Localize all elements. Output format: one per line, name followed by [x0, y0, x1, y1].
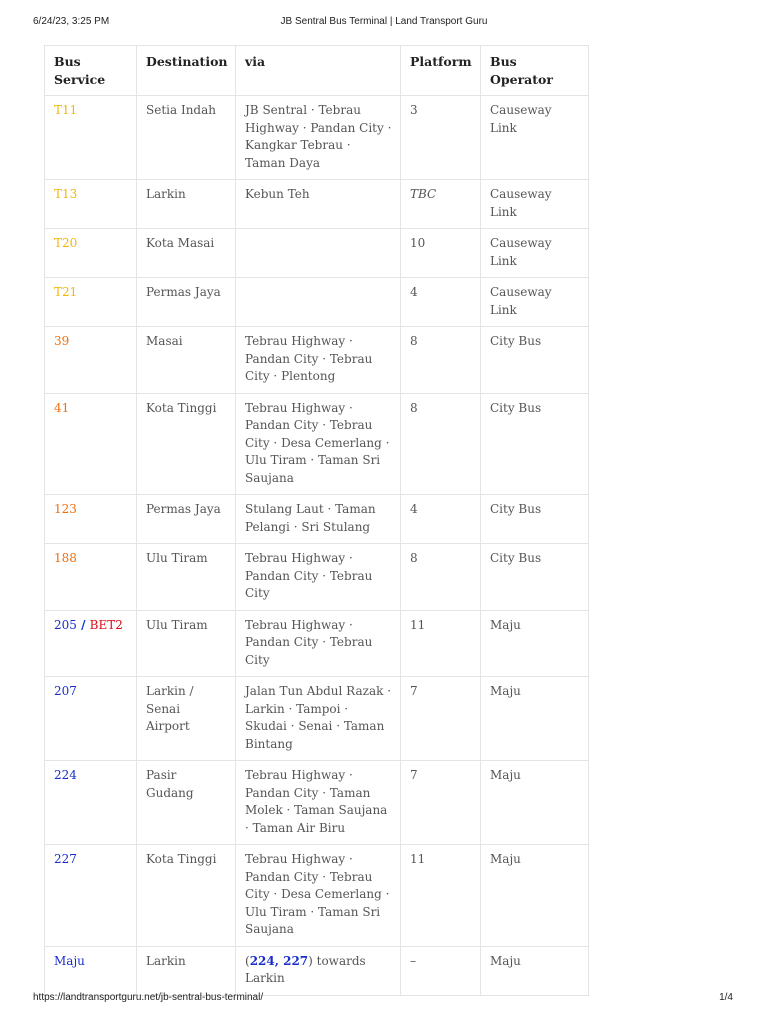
bus-service-number[interactable]: 207 [54, 684, 77, 698]
destination-cell: Masai [137, 327, 236, 394]
bus-service-number[interactable]: 224 [54, 768, 77, 782]
operator-cell: City Bus [481, 544, 589, 611]
destination-cell: Permas Jaya [137, 495, 236, 544]
destination-cell: Permas Jaya [137, 278, 236, 327]
table-row [45, 180, 589, 229]
table-row [45, 610, 589, 677]
platform-cell: 7 [401, 677, 481, 761]
bus-service-number[interactable]: Maju [54, 953, 85, 968]
bus-service-number[interactable]: BET2 [89, 617, 123, 632]
bus-service-number[interactable]: 205 [54, 617, 77, 632]
bus-service-cell [45, 327, 137, 394]
service-separator: / [76, 617, 90, 632]
table-row [45, 327, 589, 394]
platform-cell: 4 [401, 495, 481, 544]
bus-service-cell [45, 229, 137, 278]
bus-service-cell [45, 677, 137, 761]
table-row [45, 278, 589, 327]
bus-service-cell [45, 946, 137, 995]
via-text: ) towards Larkin [245, 953, 366, 985]
print-footer [33, 992, 735, 1008]
header-bus-operator: Bus Operator [481, 46, 589, 96]
table-row [45, 845, 589, 947]
table-row [45, 229, 589, 278]
via-text: ( [245, 953, 250, 968]
bus-service-cell [45, 761, 137, 845]
via-cell [236, 946, 401, 995]
bus-service-cell [45, 610, 137, 677]
destination-cell: Kota Masai [137, 229, 236, 278]
via-cell: Tebrau Highway · Pandan City · Tebrau City · Desa Cemerlang · Ulu Tiram · Taman Sri Saujana [236, 845, 401, 947]
bus-service-number[interactable]: T21 [54, 285, 78, 299]
header-platform: Platform [401, 46, 481, 96]
operator-cell: City Bus [481, 393, 589, 495]
destination-cell: Ulu Tiram [137, 544, 236, 611]
platform-cell: 8 [401, 544, 481, 611]
operator-cell: Maju [481, 845, 589, 947]
bus-service-cell [45, 278, 137, 327]
bus-service-cell [45, 544, 137, 611]
bus-service-number[interactable]: 41 [54, 400, 70, 415]
operator-cell: City Bus [481, 495, 589, 544]
destination-cell: Kota Tinggi [137, 393, 236, 495]
via-cell: Tebrau Highway · Pandan City · Tebrau City · Plentong [236, 327, 401, 394]
destination-cell: Larkin / Senai Airport [137, 677, 236, 761]
header-via: via [236, 46, 401, 96]
table-row [45, 946, 589, 995]
platform-cell: 4 [401, 278, 481, 327]
via-cell: Stulang Laut · Taman Pelangi · Sri Stulang [236, 495, 401, 544]
page-title: JB Sentral Bus Terminal | Land Transport Guru [280, 16, 488, 27]
operator-cell: Maju [481, 946, 589, 995]
platform-cell: 11 [401, 845, 481, 947]
destination-cell: Pasir Gudang [137, 761, 236, 845]
destination-cell: Larkin [137, 180, 236, 229]
header-bus-service: Bus Service [45, 46, 137, 96]
page-url: https://landtransportguru.net/jb-sentral-bus-terminal/ [33, 992, 264, 1003]
via-cell: JB Sentral · Tebrau Highway · Pandan City · Kangkar Tebrau · Taman Daya [236, 96, 401, 180]
page-number: 1/4 [719, 992, 733, 1003]
via-cell: Tebrau Highway · Pandan City · Tebrau City · Desa Cemerlang · Ulu Tiram · Taman Sri Saujana [236, 393, 401, 495]
operator-cell: Causeway Link [481, 180, 589, 229]
operator-cell: Maju [481, 677, 589, 761]
platform-cell: 8 [401, 393, 481, 495]
platform-cell: 10 [401, 229, 481, 278]
print-header [33, 16, 735, 32]
table-header-row [45, 46, 589, 96]
bus-service-cell [45, 393, 137, 495]
operator-cell: City Bus [481, 327, 589, 394]
bus-service-cell [45, 180, 137, 229]
platform-cell: – [401, 946, 481, 995]
table-row [45, 677, 589, 761]
via-cell [236, 278, 401, 327]
platform-cell: TBC [401, 180, 481, 229]
bus-service-cell [45, 96, 137, 180]
destination-cell: Setia Indah [137, 96, 236, 180]
operator-cell: Maju [481, 610, 589, 677]
via-cell [236, 229, 401, 278]
destination-cell: Kota Tinggi [137, 845, 236, 947]
bus-service-number[interactable]: T13 [54, 187, 78, 201]
destination-cell: Larkin [137, 946, 236, 995]
bus-routes-table [44, 45, 589, 996]
via-cell: Kebun Teh [236, 180, 401, 229]
bus-service-number[interactable]: 188 [54, 551, 77, 565]
operator-cell: Maju [481, 761, 589, 845]
table-row [45, 96, 589, 180]
bus-service-cell [45, 495, 137, 544]
via-route-link[interactable]: 224, 227 [249, 953, 309, 968]
table-row [45, 393, 589, 495]
operator-cell: Causeway Link [481, 278, 589, 327]
platform-cell: 7 [401, 761, 481, 845]
platform-cell: 11 [401, 610, 481, 677]
table-row [45, 761, 589, 845]
bus-service-number[interactable]: T11 [54, 103, 78, 117]
bus-service-number[interactable]: 123 [54, 502, 77, 516]
bus-service-number[interactable]: 39 [54, 334, 70, 348]
operator-cell: Causeway Link [481, 96, 589, 180]
table-row [45, 544, 589, 611]
table-row [45, 495, 589, 544]
print-date: 6/24/23, 3:25 PM [33, 16, 110, 27]
via-cell: Tebrau Highway · Pandan City · Taman Molek · Taman Saujana · Taman Air Biru [236, 761, 401, 845]
via-cell: Tebrau Highway · Pandan City · Tebrau City [236, 610, 401, 677]
bus-service-cell [45, 845, 137, 947]
via-cell: Tebrau Highway · Pandan City · Tebrau City [236, 544, 401, 611]
platform-cell: 8 [401, 327, 481, 394]
header-destination: Destination [137, 46, 236, 96]
destination-cell: Ulu Tiram [137, 610, 236, 677]
bus-service-number[interactable]: 227 [54, 852, 77, 866]
bus-service-number[interactable]: T20 [54, 236, 78, 250]
platform-cell: 3 [401, 96, 481, 180]
operator-cell: Causeway Link [481, 229, 589, 278]
via-cell: Jalan Tun Abdul Razak · Larkin · Tampoi · Skudai · Senai · Taman Bintang [236, 677, 401, 761]
